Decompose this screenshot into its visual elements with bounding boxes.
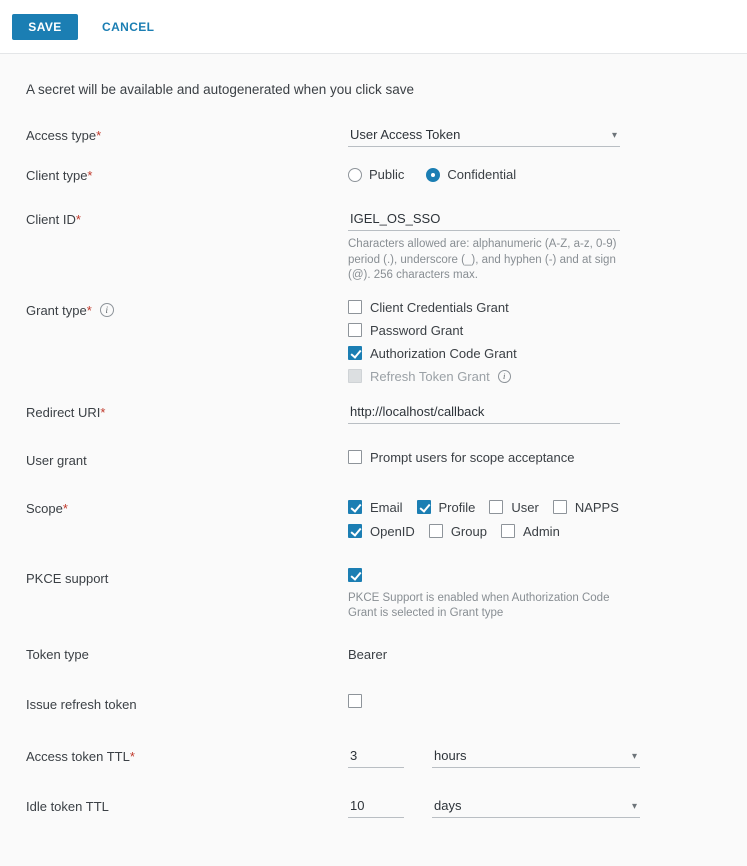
- row-client-id: [26, 209, 723, 284]
- scope-row-2: [348, 524, 723, 539]
- access-token-ttl-label-text: Access token TTL: [26, 748, 130, 764]
- grant-type-label: [26, 300, 348, 318]
- row-access-type: [26, 125, 723, 151]
- grant-type-item-label: Password Grant: [370, 322, 464, 338]
- access-token-ttl-label: [26, 746, 348, 764]
- checkbox-unchecked-icon: [348, 323, 362, 337]
- save-button[interactable]: SAVE: [12, 14, 78, 40]
- access-type-label-text: Access type: [26, 128, 97, 143]
- cancel-button[interactable]: CANCEL: [96, 19, 160, 35]
- client-id-helper-text: Characters allowed are: alphanumeric (A-Z, a-z, 0-9) period (.), underscore (_), and hyphen (-) and at sign (@). 256 characters max.: [348, 238, 617, 282]
- scope-row-1: [348, 500, 723, 515]
- scope-item-label: Profile: [438, 499, 476, 515]
- grant-type-required-mark: *: [86, 302, 92, 318]
- scope-item-group[interactable]: [429, 524, 487, 539]
- grant-type-item-client-credentials[interactable]: [348, 300, 723, 315]
- token-type-value: Bearer: [348, 646, 388, 662]
- grant-type-item-password[interactable]: [348, 323, 723, 338]
- issue-refresh-token-label: [26, 694, 348, 712]
- scope-required-mark: *: [62, 500, 68, 516]
- checkbox-unchecked-icon: [553, 500, 567, 514]
- user-grant-label: [26, 450, 348, 468]
- client-type-required-mark: *: [87, 168, 93, 183]
- token-type-label: [26, 644, 348, 662]
- checkbox-unchecked-icon: [429, 524, 443, 538]
- checkbox-checked-icon: [348, 346, 362, 360]
- grant-type-item-label: Refresh Token Grant: [370, 368, 490, 384]
- info-icon[interactable]: i: [498, 370, 511, 383]
- access-type-label: [26, 125, 348, 143]
- pkce-label: [26, 568, 348, 586]
- row-redirect-uri: [26, 402, 723, 428]
- action-toolbar: [0, 0, 747, 54]
- client-id-input[interactable]: [348, 209, 620, 231]
- row-client-type: [26, 165, 723, 191]
- scope-label: [26, 498, 348, 516]
- redirect-uri-input[interactable]: [348, 402, 620, 424]
- idle-token-ttl-label: [26, 796, 348, 814]
- row-pkce-support: [26, 568, 723, 622]
- idle-token-ttl-label-text: Idle token TTL: [26, 798, 109, 814]
- client-type-public-label: Public: [369, 167, 405, 182]
- access-type-select-wrap: [348, 125, 620, 147]
- chevron-down-icon: ▾: [611, 130, 617, 141]
- scope-item-label: User: [511, 499, 539, 515]
- radio-checked-icon: [426, 168, 440, 182]
- client-type-radio-confidential[interactable]: [426, 167, 516, 182]
- scope-item-label: NAPPS: [574, 499, 619, 515]
- scope-item-openid[interactable]: [348, 524, 415, 539]
- client-id-required-mark: *: [75, 212, 81, 227]
- checkbox-disabled-icon: [348, 369, 362, 383]
- client-type-confidential-label: Confidential: [447, 167, 517, 182]
- chevron-down-icon: ▾: [631, 750, 637, 762]
- user-grant-checkbox-label: Prompt users for scope acceptance: [370, 449, 575, 465]
- scope-checkbox-grid: [348, 498, 723, 548]
- secret-notice: A secret will be available and autogenerated when you click save: [26, 82, 414, 97]
- row-issue-refresh-token: [26, 694, 723, 720]
- chevron-down-icon: ▾: [631, 800, 637, 812]
- scope-item-label: Email: [370, 499, 403, 515]
- access-token-ttl-required-mark: *: [129, 748, 135, 764]
- client-type-label: [26, 165, 348, 183]
- idle-token-ttl-unit-select[interactable]: [432, 796, 640, 818]
- user-grant-checkbox-row[interactable]: [348, 450, 723, 465]
- access-type-select[interactable]: [348, 125, 620, 147]
- info-icon[interactable]: i: [100, 303, 114, 317]
- client-id-label: [26, 209, 348, 227]
- issue-refresh-token-checkbox[interactable]: [348, 694, 362, 708]
- idle-token-ttl-input[interactable]: [348, 796, 404, 818]
- grant-type-label-text: Grant type: [26, 302, 87, 318]
- checkbox-unchecked-icon: [348, 300, 362, 314]
- redirect-uri-required-mark: *: [100, 404, 106, 420]
- scope-item-label: Group: [450, 523, 487, 539]
- row-scope: [26, 498, 723, 548]
- scope-item-profile[interactable]: [417, 500, 476, 515]
- checkbox-checked-icon: [348, 524, 362, 538]
- access-token-ttl-unit-select[interactable]: [432, 746, 640, 768]
- scope-item-napps[interactable]: [553, 500, 619, 515]
- checkbox-unchecked-icon: [348, 450, 362, 464]
- grant-type-item-label: Authorization Code Grant: [370, 345, 517, 361]
- grant-type-item-refresh-token: [348, 369, 723, 384]
- scope-label-text: Scope: [26, 500, 63, 516]
- redirect-uri-label-text: Redirect URI: [26, 404, 101, 420]
- access-token-ttl-unit-wrap: [432, 746, 640, 768]
- row-user-grant: [26, 450, 723, 476]
- row-token-type: [26, 644, 723, 670]
- pkce-helper-text: PKCE Support is enabled when Authorization Code Grant is selected in Grant type: [348, 591, 610, 620]
- scope-item-email[interactable]: [348, 500, 403, 515]
- token-type-label-text: Token type: [26, 646, 89, 662]
- client-form: [0, 54, 747, 822]
- scope-item-user[interactable]: [489, 500, 538, 515]
- checkbox-checked-icon: [417, 500, 431, 514]
- client-type-radio-group: [348, 165, 723, 182]
- client-id-label-text: Client ID: [26, 212, 76, 227]
- pkce-checkbox[interactable]: [348, 568, 362, 582]
- checkbox-unchecked-icon: [489, 500, 503, 514]
- client-type-label-text: Client type: [26, 168, 88, 183]
- row-grant-type: [26, 300, 723, 392]
- user-grant-label-text: User grant: [26, 452, 87, 468]
- pkce-label-text: PKCE support: [26, 570, 109, 586]
- scope-item-label: Admin: [522, 523, 560, 539]
- row-access-token-ttl: [26, 746, 723, 772]
- client-type-radio-public[interactable]: [348, 167, 404, 182]
- grant-type-item-authorization-code[interactable]: [348, 346, 723, 361]
- scope-item-admin[interactable]: [501, 524, 560, 539]
- checkbox-unchecked-icon: [501, 524, 515, 538]
- access-type-required-mark: *: [96, 128, 102, 143]
- grant-type-item-label: Client Credentials Grant: [370, 299, 509, 315]
- access-token-ttl-input[interactable]: [348, 746, 404, 768]
- scope-item-label: OpenID: [370, 523, 415, 539]
- idle-token-ttl-unit-wrap: [432, 796, 640, 818]
- grant-type-checkbox-list: [348, 300, 723, 392]
- redirect-uri-label: [26, 402, 348, 420]
- radio-unchecked-icon: [348, 168, 362, 182]
- issue-refresh-token-label-text: Issue refresh token: [26, 696, 137, 712]
- checkbox-checked-icon: [348, 500, 362, 514]
- row-idle-token-ttl: [26, 796, 723, 822]
